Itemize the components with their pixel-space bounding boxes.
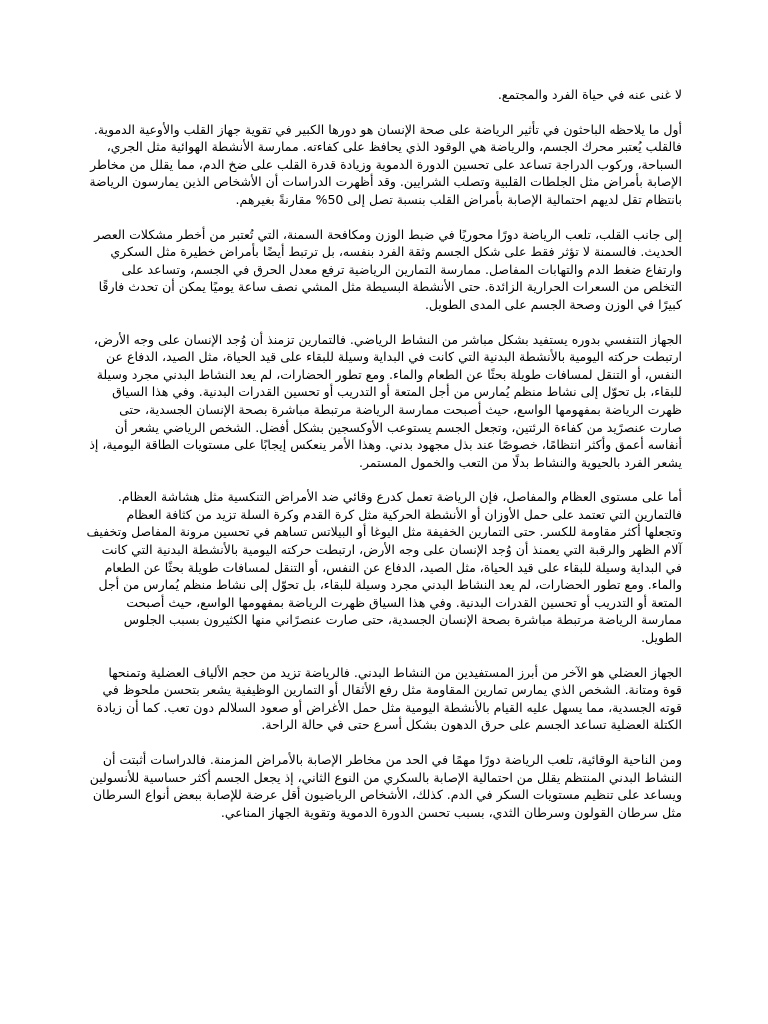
paragraph-muscles: الجهاز العضلي هو الآخر من أبرز المستفيدين من النشاط البدني. فالرياضة تزيد من حجم الألياف العضلية وتمنحها قوة ومتانة. الشخص الذي يمارس تمارين المقاومة مثل رفع الأثقال أو التمارين الوظيفية يشعر بتحسن ملحوظ في قوته الجسدية، مما يسهل عليه القيام بالأنشطة اليومية مثل حمل الأغراض أو صعود السلالم دون تعب. كما أن زيادة الكتلة العضلية تساعد الجسم على حرق الدهون بشكل أسرع حتى في حالة الراحة. <box>96 664 682 733</box>
paragraph-intro-closing: لا غنى عنه في حياة الفرد والمجتمع. <box>497 87 682 102</box>
paragraph-heart: أول ما يلاحظه الباحثون في تأثير الرياضة على صحة الإنسان هو دورها الكبير في تقوية جهاز القلب والأوعية الدموية. فالقلب يُعتبر محرك الجسم، والرياضة هي الوقود الذي يحافظ على كفاءته. ممارسة الأنشطة الهوائية مثل الجري، السباحة، وركوب الدراجة تساعد على تحسين الدورة الدموية وزيادة قدرة القلب على ضخ الدم، مما يقلل من مخاطر الإصابة بأمراض مثل الجلطات القلبية وتصلب الشرايين. وقد أظهرت الدراسات أن الأشخاص الذين يمارسون الرياضة بانتظام تقل لديهم احتمالية الإصابة بأمراض القلب بنسبة تصل إلى 50% مقارنةً بغيرهم. <box>89 121 682 207</box>
paragraph-weight: إلى جانب القلب، تلعب الرياضة دورًا محوريًا في ضبط الوزن ومكافحة السمنة، التي تُعتبر من أخطر مشكلات العصر الحديث. فالسمنة لا تؤثر فقط على شكل الجسم وثقة الفرد بنفسه، بل ترتبط أيضًا بأمراض خطيرة مثل السكري وارتفاع ضغط الدم والتهابات المفاصل. ممارسة التمارين الرياضية ترفع معدل الحرق في الجسم، وتساعد على التخلص من السعرات الحرارية الزائدة. حتى الأنشطة البسيطة مثل المشي نصف ساعة يوميًا يمكن أن تحدث فارقًا كبيرًا في الوزن وصحة الجسم على المدى الطويل. <box>94 226 682 312</box>
paragraph-prevention: ومن الناحية الوقائية، تلعب الرياضة دورًا مهمًا في الحد من مخاطر الإصابة بالأمراض المزمنة. فالدراسات أثبتت أن النشاط البدني المنتظم يقلل من احتمالية الإصابة بالسكري من النوع الثاني، إذ يجعل الجسم أكثر حساسية للأنسولين ويساعد على تنظيم مستويات السكر في الدم. كذلك، الأشخاص الرياضيون أقل عرضة للإصابة ببعض أنواع السرطان مثل سرطان القولون وسرطان الثدي، بسبب تحسن الدورة الدموية وتقوية الجهاز المناعي. <box>89 752 682 820</box>
paragraph-respiratory: الجهاز التنفسي بدوره يستفيد بشكل مباشر من النشاط الرياضي. فالتمارين تزمنذ أن وُجد الإنسان على وجه الأرض، ارتبطت حركته اليومية بالأنشطة البدنية التي كانت في البداية وسيلة للبقاء على قيد الحياة، مثل الصيد، الدفاع عن النفس، أو التنقل لمسافات طويلة بحثًا عن الطعام والماء. ومع تطور الحضارات، لم يعد النشاط البدني مجرد وسيلة للبقاء، بل تحوّل إلى نشاط منظم يُمارس من أجل المتعة أو التدريب أو تحسين القدرات البدنية. وفي هذا السياق ظهرت الرياضة بمفهومها الواسع، حيث أصبحت ممارسة الرياضة مرتبطة مباشرة بصحة الإنسان الجسدية، حتى صارت عنصرًيد من كفاءة الرئتين، وتجعل الجسم يستوعب الأوكسجين بشكل أفضل. الشخص الرياضي يشعر أن أنفاسه أعمق وأكثر انتظامًا، خصوصًا عند بذل مجهود بدني. وهذا الأمر ينعكس إيجابًا على مستويات الطاقة اليومية، إذ يشعر الفرد بالحيوية والنشاط بدلًا من التعب والخمول المستمر. <box>89 331 682 470</box>
document-body <box>86 86 682 821</box>
paragraph-bones: أما على مستوى العظام والمفاصل، فإن الرياضة تعمل كدرع وقائي ضد الأمراض التنكسية مثل هشاشة العظام. فالتمارين التي تعتمد على حمل الأوزان أو الأنشطة الحركية مثل كرة القدم وكرة السلة تزيد من كثافة العظام وتجعلها أكثر مقاومة للكسر. حتى التمارين الخفيفة مثل اليوغا أو البيلاتس تساهم في تحسين مرونة المفاصل وتخفيف آلام الظهر والرقبة التي يعمنذ أن وُجد الإنسان على وجه الأرض، ارتبطت حركته اليومية بالأنشطة البدنية التي كانت في البداية وسيلة للبقاء على قيد الحياة، مثل الصيد، الدفاع عن النفس، أو التنقل لمسافات طويلة بحثًا عن الطعام والماء. ومع تطور الحضارات، لم يعد النشاط البدني مجرد وسيلة للبقاء، بل تحوّل إلى نشاط منظم يُمارس من أجل المتعة أو التدريب أو تحسين القدرات البدنية. وفي هذا السياق ظهرت الرياضة بمفهومها الواسع، حيث أصبحت ممارسة الرياضة مرتبطة مباشرة بصحة الإنسان الجسدية، حتى صارت عنصرًاني منها الكثيرون بسبب الجلوس الطويل. <box>86 489 682 646</box>
